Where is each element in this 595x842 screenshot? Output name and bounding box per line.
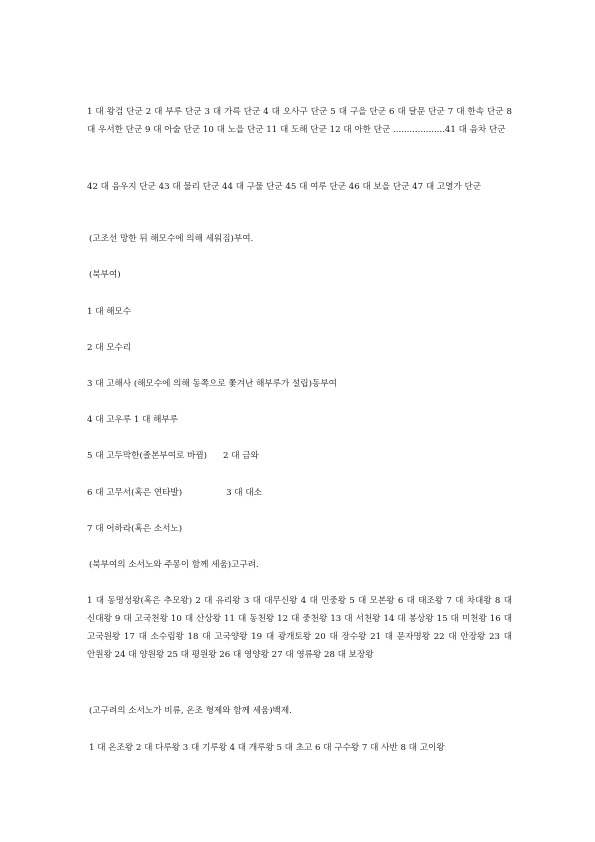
paragraph-gomuseo-daeso bbox=[87, 484, 512, 502]
paragraph-bukbuyeo-heading: (북부여) bbox=[89, 270, 121, 280]
godumakhan-text: 5 대 고두막한(졸본부여로 바뀜) bbox=[87, 451, 207, 461]
paragraph-gouru-haeburu: 4 대 고우루 1 대 해부루 bbox=[87, 415, 179, 425]
paragraph-gojoseon-dangun-list-2: 42 대 음우지 단군 43 대 물리 단군 44 대 구물 단군 45 대 여루 단군 46 대 보을 단군 47 대 고열가 단군 bbox=[87, 182, 482, 192]
paragraph-goguryeo-heading: (북부여의 소서노와 주몽이 함께 세움)고구려. bbox=[89, 560, 259, 570]
daeso-text: 3 대 대소 bbox=[226, 488, 262, 498]
paragraph-haemosu: 1 대 해모수 bbox=[87, 307, 132, 317]
paragraph-baekje-kings: 1 대 온조왕 2 대 다루왕 3 대 기루왕 4 대 개루왕 5 대 초고 6 대 구수왕 7 대 사반 8 대 고이왕 bbox=[89, 743, 445, 753]
paragraph-godumakhan-geumwa bbox=[87, 447, 512, 465]
paragraph-baekje-heading: (고구려의 소서노가 비류, 온조 형제와 함께 세움)백제. bbox=[89, 706, 292, 716]
paragraph-mosuri: 2 대 모수리 bbox=[87, 343, 132, 353]
gomuseo-text: 6 대 고무서(혹은 연타발) bbox=[87, 488, 183, 498]
geumwa-text: 2 대 금와 bbox=[223, 451, 259, 461]
paragraph-buyeo-heading: (고조선 망한 뒤 해모수에 의해 세워짐)부여. bbox=[89, 234, 254, 244]
paragraph-goguryeo-kings: 1 대 동명성왕(혹은 추모왕) 2 대 유리왕 3 대 대무신왕 4 대 민중왕 5 대 모본왕 6 대 태조왕 7 대 차대왕 8 대 신대왕 9 대 고국천왕 10 대 산상왕 11 대 동천왕 12 대 중천왕 13 대 서천왕 14 대 봉상왕 15 대 미천왕 16 대 고국원왕 17 대 소수림왕 18 대 고국양왕 19 대 광개토왕 20 대 장수왕 21 대 문자명왕 22 대 안장왕 23 대 안원왕 24 대 양원왕 25 대 평원왕 26 대 영양왕 27 대 영류왕 28 대 보장왕 bbox=[87, 596, 512, 660]
paragraph-gohaesa-dongbuyeo: 3 대 고해사 (해모수에 의해 동쪽으로 쫓겨난 해부루가 설립)동부여 bbox=[87, 379, 337, 389]
paragraph-eohara: 7 대 어하라(혹은 소서노) bbox=[87, 524, 183, 534]
paragraph-gojoseon-dangun-list-1: 1 대 왕검 단군 2 대 부루 단군 3 대 가륵 단군 4 대 오사구 단군 5 대 구을 단군 6 대 달문 단군 7 대 한속 단군 8 대 우서한 단군 9 대 아술 단군 10 대 노을 단군 11 대 도해 단군 12 대 아한 단군 ...................41 대 음차 단군 bbox=[87, 107, 512, 135]
